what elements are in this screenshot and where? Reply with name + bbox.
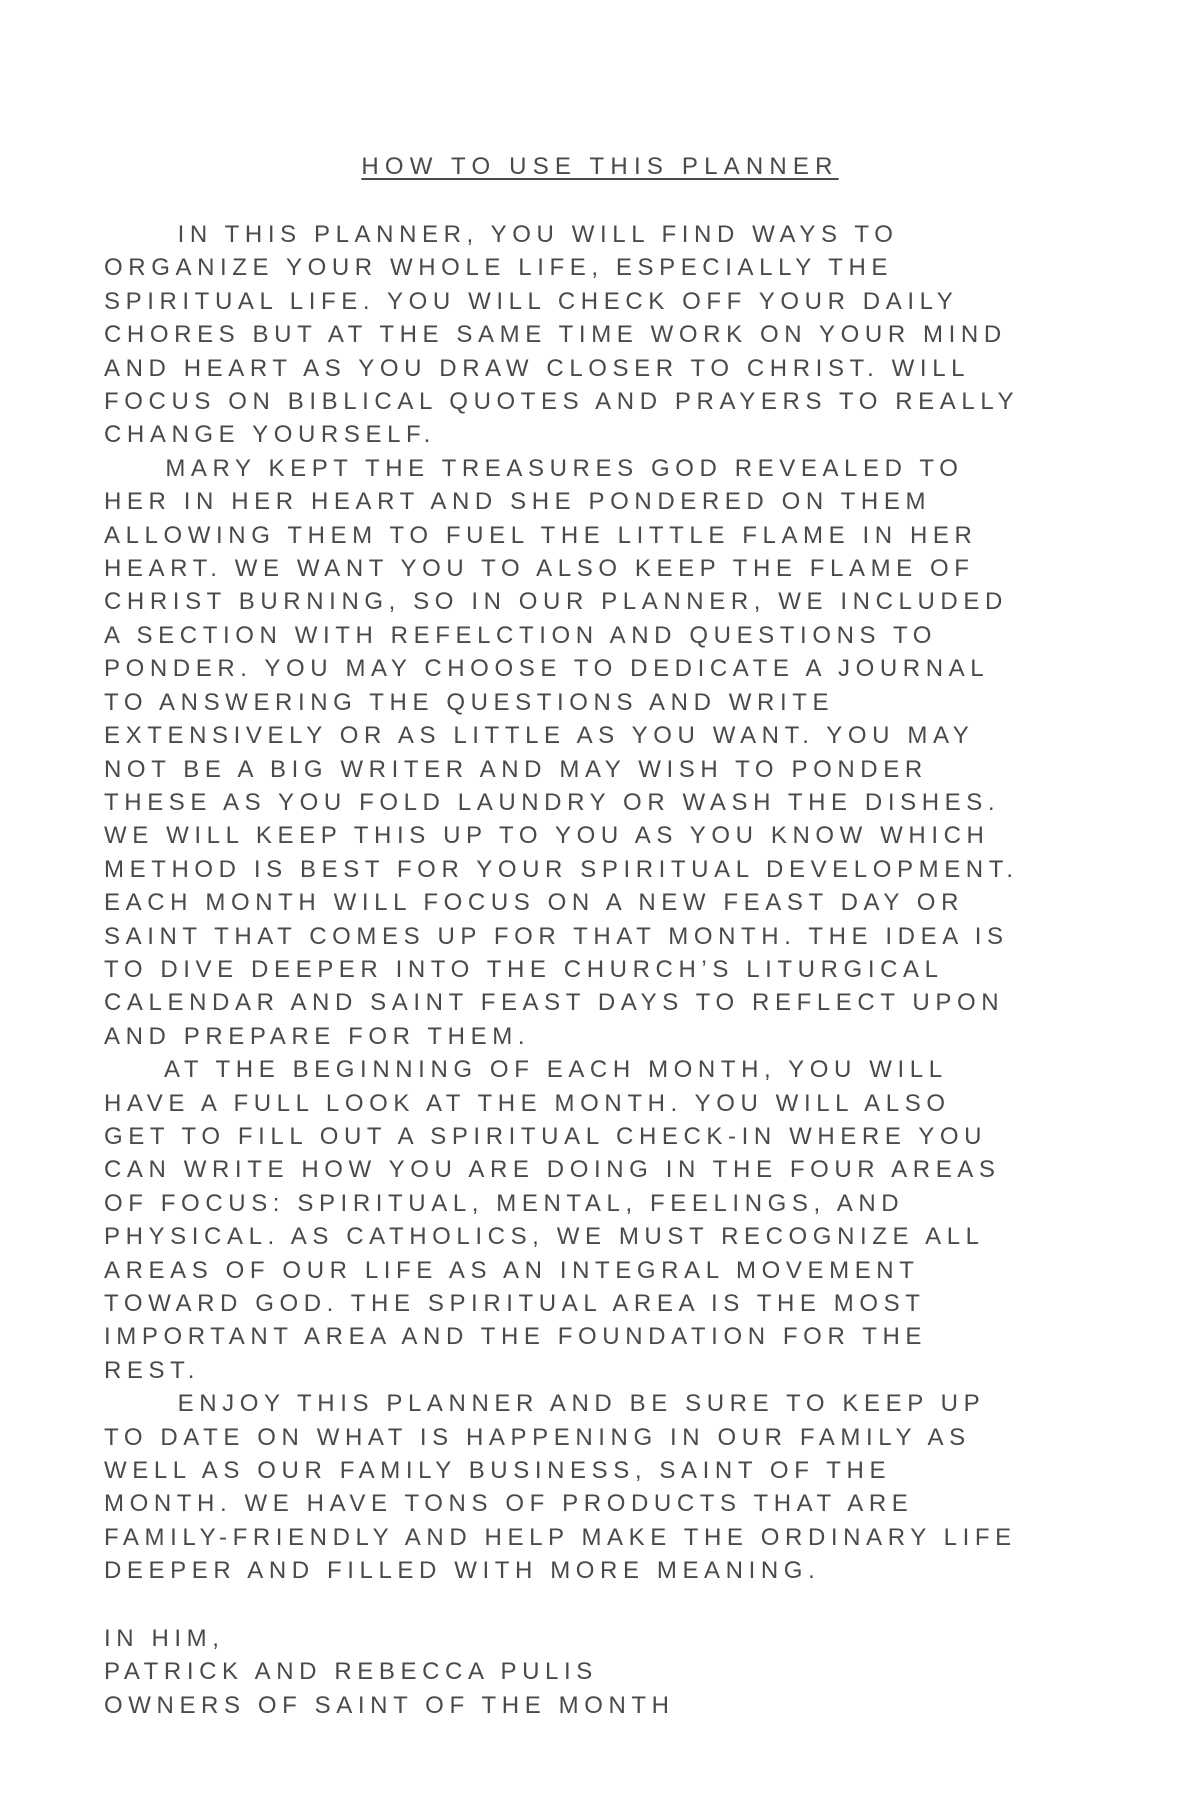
body-line: A SECTION WITH REFELCTION AND QUESTIONS TO bbox=[104, 621, 938, 649]
body-line: NOT BE A BIG WRITER AND MAY WISH TO PONDER bbox=[104, 755, 928, 783]
body-line: IMPORTANT AREA AND THE FOUNDATION FOR THE bbox=[104, 1323, 928, 1351]
page-title: HOW TO USE THIS PLANNER bbox=[361, 153, 839, 180]
body-line: REST. bbox=[104, 1356, 201, 1384]
body-line: MONTH. WE HAVE TONS OF PRODUCTS THAT ARE bbox=[104, 1490, 914, 1518]
body-line: GET TO FILL OUT A SPIRITUAL CHECK-IN WHERE YOU bbox=[104, 1122, 988, 1150]
body-line: CHRIST BURNING, SO IN OUR PLANNER, WE INCLUDED bbox=[104, 588, 1008, 616]
signature-block bbox=[104, 1622, 675, 1722]
body-line: CHORES BUT AT THE SAME TIME WORK ON YOUR MIND bbox=[104, 321, 1007, 349]
body-line: WELL AS OUR FAMILY BUSINESS, SAINT OF THE bbox=[104, 1457, 892, 1485]
body-line: SPIRITUAL LIFE. YOU WILL CHECK OFF YOUR DAILY bbox=[104, 287, 959, 315]
signature-closing: IN HIM, bbox=[104, 1625, 225, 1652]
body-paragraphs bbox=[104, 218, 1104, 1588]
body-line: TOWARD GOD. THE SPIRITUAL AREA IS THE MOST bbox=[104, 1290, 926, 1317]
body-line: HEART. WE WANT YOU TO ALSO KEEP THE FLAME OF bbox=[104, 555, 975, 583]
body-line: CAN WRITE HOW YOU ARE DOING IN THE FOUR AREAS bbox=[104, 1156, 1001, 1184]
body-line: METHOD IS BEST FOR YOUR SPIRITUAL DEVELOPMENT. bbox=[104, 855, 1019, 883]
body-line: WE WILL KEEP THIS UP TO YOU AS YOU KNOW WHICH bbox=[104, 822, 990, 850]
signature-names: PATRICK AND REBECCA PULIS bbox=[104, 1658, 598, 1686]
body-line: EACH MONTH WILL FOCUS ON A NEW FEAST DAY OR bbox=[104, 889, 964, 917]
body-line: PHYSICAL. AS CATHOLICS, WE MUST RECOGNIZE ALL bbox=[104, 1223, 985, 1251]
body-line: PONDER. YOU MAY CHOOSE TO DEDICATE A JOURNAL bbox=[104, 655, 990, 683]
body-line: TO DIVE DEEPER INTO THE CHURCH’S LITURGICAL bbox=[104, 955, 944, 983]
body-line: AT THE BEGINNING OF EACH MONTH, YOU WILL bbox=[104, 1056, 948, 1084]
body-line: EXTENSIVELY OR AS LITTLE AS YOU WANT. YOU MAY bbox=[104, 722, 975, 750]
body-line: IN THIS PLANNER, YOU WILL FIND WAYS TO bbox=[104, 221, 899, 248]
body-line: OF FOCUS: SPIRITUAL, MENTAL, FEELINGS, AND bbox=[104, 1189, 905, 1217]
body-line: CALENDAR AND SAINT FEAST DAYS TO REFLECT UPON bbox=[104, 989, 1005, 1017]
body-line: ALLOWING THEM TO FUEL THE LITTLE FLAME IN HER bbox=[104, 521, 978, 549]
body-line: DEEPER AND FILLED WITH MORE MEANING. bbox=[104, 1557, 821, 1585]
body-line: ENJOY THIS PLANNER AND BE SURE TO KEEP UP bbox=[104, 1390, 986, 1418]
body-line: ORGANIZE YOUR WHOLE LIFE, ESPECIALLY THE bbox=[104, 254, 894, 282]
body-line: CHANGE YOURSELF. bbox=[104, 421, 436, 449]
body-line: TO ANSWERING THE QUESTIONS AND WRITE bbox=[104, 688, 835, 716]
body-line: SAINT THAT COMES UP FOR THAT MONTH. THE IDEA IS bbox=[104, 922, 1009, 950]
body-line: MARY KEPT THE TREASURES GOD REVEALED TO bbox=[104, 454, 964, 482]
body-line: AND HEART AS YOU DRAW CLOSER TO CHRIST. WILL bbox=[104, 354, 971, 382]
signature-role: OWNERS OF SAINT OF THE MONTH bbox=[104, 1691, 675, 1719]
body-line: FAMILY-FRIENDLY AND HELP MAKE THE ORDINARY LIFE bbox=[104, 1523, 1017, 1551]
body-line: HAVE A FULL LOOK AT THE MONTH. YOU WILL ALSO bbox=[104, 1089, 951, 1117]
body-line: AREAS OF OUR LIFE AS AN INTEGRAL MOVEMENT bbox=[104, 1256, 920, 1284]
body-line: THESE AS YOU FOLD LAUNDRY OR WASH THE DISHES. bbox=[104, 788, 1001, 816]
body-line: FOCUS ON BIBLICAL QUOTES AND PRAYERS TO REALLY bbox=[104, 388, 1020, 416]
body-line: TO DATE ON WHAT IS HAPPENING IN OUR FAMILY AS bbox=[104, 1423, 971, 1451]
body-line: HER IN HER HEART AND SHE PONDERED ON THEM bbox=[104, 488, 932, 516]
body-line: AND PREPARE FOR THEM. bbox=[104, 1022, 531, 1050]
